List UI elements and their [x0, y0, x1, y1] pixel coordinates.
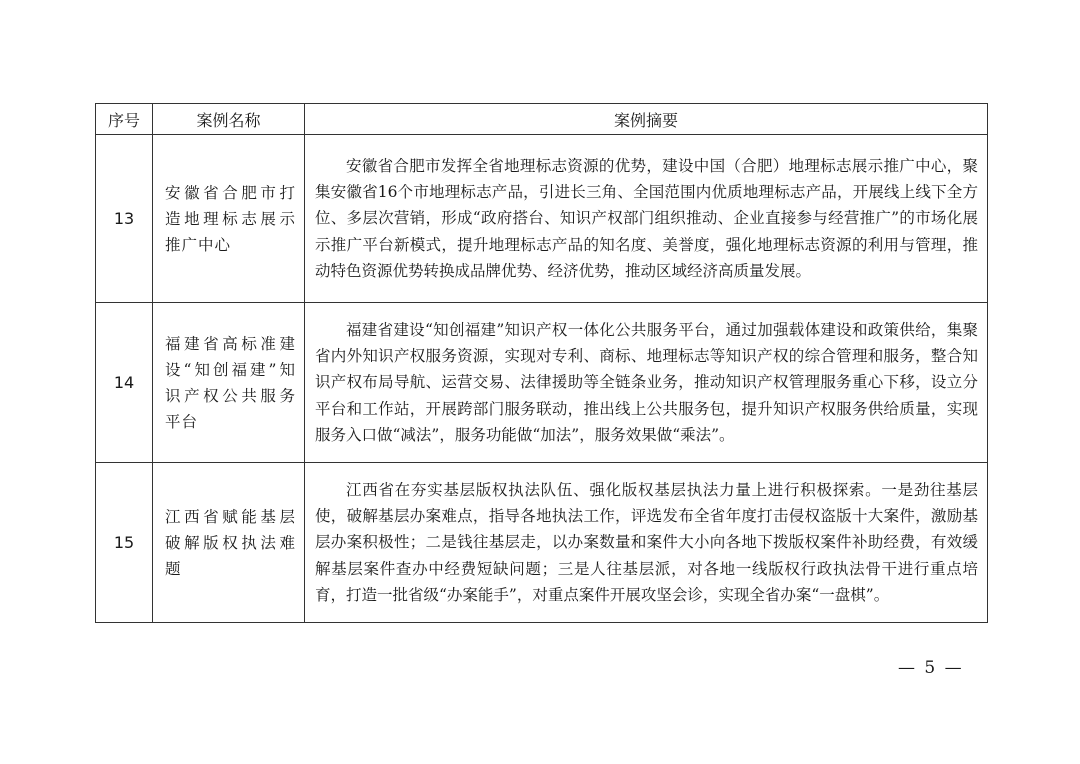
- header-case-summary: 案例摘要: [305, 104, 988, 135]
- page-number: — 5 —: [898, 658, 964, 678]
- case-table: [95, 103, 988, 623]
- row-serial-number: 13: [96, 135, 153, 303]
- header-serial-number: 序号: [96, 104, 153, 135]
- row-serial-number: 14: [96, 303, 153, 463]
- row-case-summary: [305, 303, 988, 463]
- row-case-summary-text: 江西省在夯实基层版权执法队伍、强化版权基层执法力量上进行积极探索。一是劲往基层使，破解基层办案难点，指导各地执法工作，评选发布全省年度打击侵权盗版十大案件，激励基层办案积极性；二是钱往基层走，以办案数量和案件大小向各地下拨版权案件补助经费，有效缓解基层案件查办中经费短缺问题；三是人往基层派，对各地一线版权行政执法骨干进行重点培育，打造一批省级“办案能手”，对重点案件开展攻坚会诊，实现全省办案“一盘棋”。: [315, 480, 978, 604]
- table-row: [96, 135, 988, 303]
- table-row: [96, 463, 988, 623]
- row-serial-number: 15: [96, 463, 153, 623]
- row-case-name: 安徽省合肥市打造地理标志展示推广中心: [153, 135, 305, 303]
- row-case-name: 江西省赋能基层破解版权执法难题: [153, 463, 305, 623]
- table-header-row: [96, 104, 988, 135]
- header-case-name: 案例名称: [153, 104, 305, 135]
- row-case-summary-text: 福建省建设“知创福建”知识产权一体化公共服务平台，通过加强载体建设和政策供给，集聚省内外知识产权服务资源，实现对专利、商标、地理标志等知识产权的综合管理和服务，整合知识产权布局导航、运营交易、法律援助等全链条业务，推动知识产权管理服务重心下移，设立分平台和工作站，开展跨部门服务联动，推出线上公共服务包，提升知识产权服务供给质量，实现服务入口做“减法”，服务功能做“加法”，服务效果做“乘法”。: [315, 320, 978, 444]
- row-case-summary-text: 安徽省合肥市发挥全省地理标志资源的优势，建设中国（合肥）地理标志展示推广中心，聚集安徽省16个市地理标志产品，引进长三角、全国范围内优质地理标志产品，开展线上线下全方位、多层次营销，形成“政府搭台、知识产权部门组织推动、企业直接参与经营推广”的市场化展示推广平台新模式，提升地理标志产品的知名度、美誉度，强化地理标志资源的利用与管理，推动特色资源优势转换成品牌优势、经济优势，推动区域经济高质量发展。: [315, 156, 978, 280]
- row-case-name: 福建省高标准建设“知创福建”知识产权公共服务平台: [153, 303, 305, 463]
- table-row: [96, 303, 988, 463]
- row-case-summary: [305, 135, 988, 303]
- row-case-summary: [305, 463, 988, 623]
